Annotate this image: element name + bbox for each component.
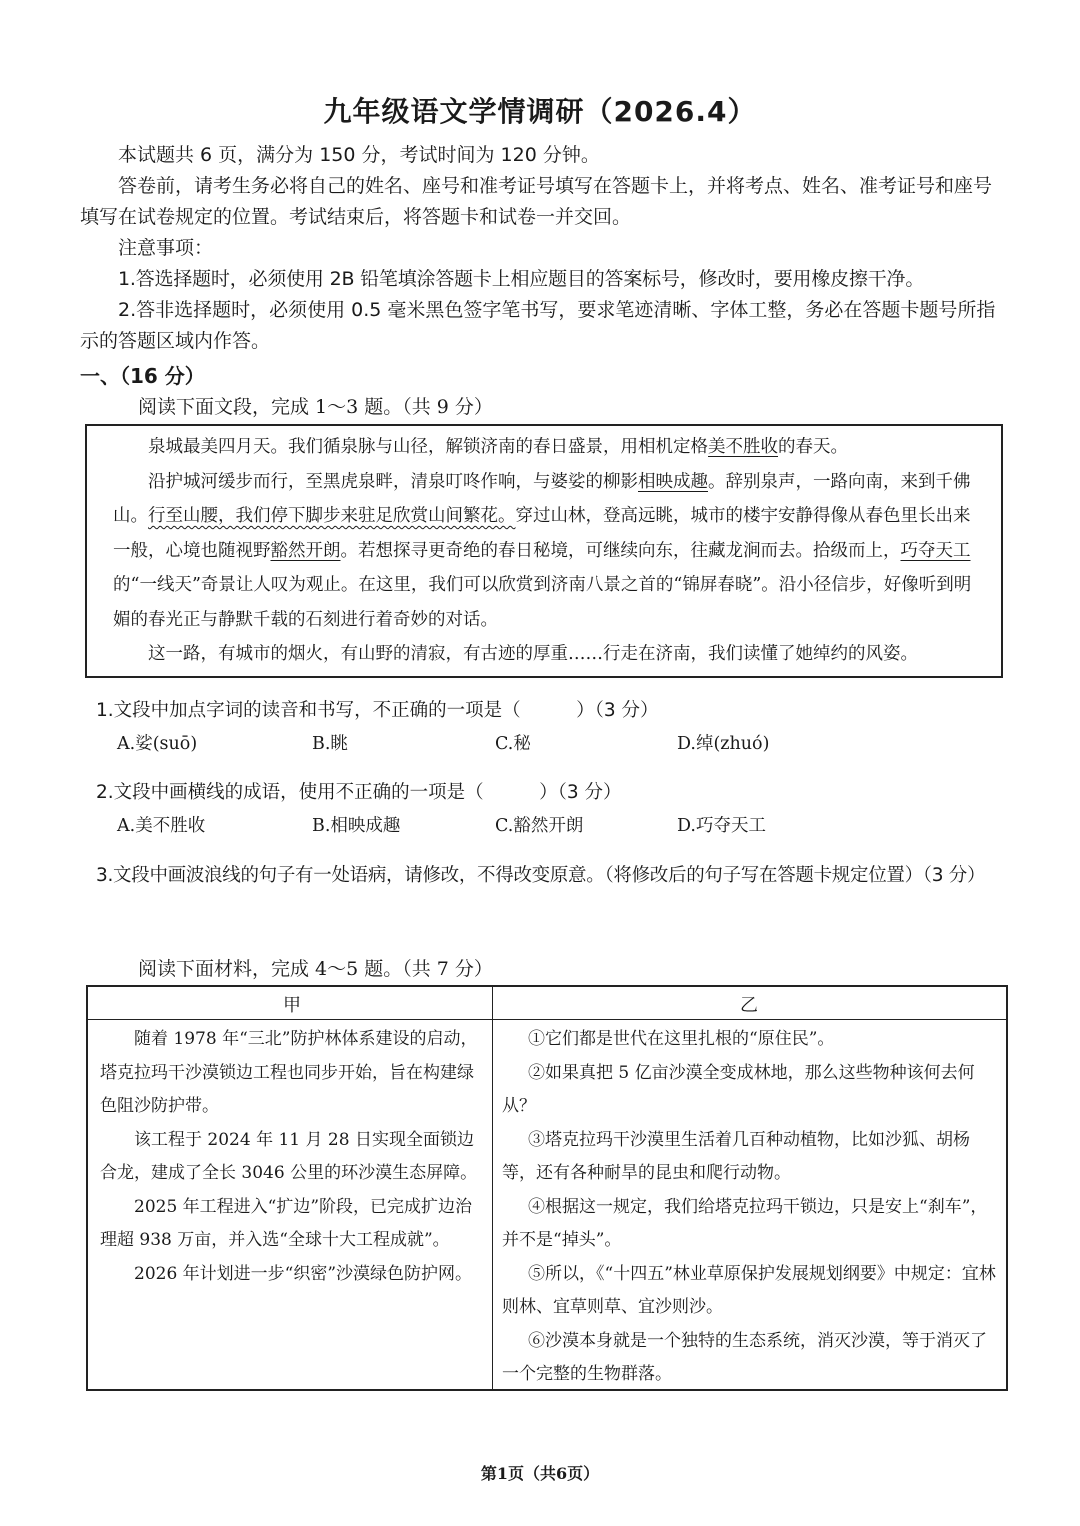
notice-heading: 注意事项：: [118, 237, 214, 259]
reading-lead-2: 阅读下面材料，完成 4～5 题。（共 7 分）: [138, 958, 493, 980]
question-1: 1.文段中加点字词的读音和书写，不正确的一项是（ ）（3 分）: [96, 700, 659, 721]
intro-line: 本试题共 6 页，满分为 150 分，考试时间为 120 分钟。: [118, 144, 600, 166]
header-yi: 乙: [740, 995, 758, 1016]
underlined-idiom: 巧夺天工: [900, 540, 971, 561]
yi-sentence: ⑥沙漠本身就是一个独特的生态系统，消灭沙漠，等于消灭了一个完整的生物群落。: [502, 1330, 987, 1384]
section-heading: 一、（16 分）: [80, 364, 205, 388]
page-number: 第1页（共6页）: [480, 1464, 600, 1483]
passage-paragraph: 这一路，有城市的烟火，有山野的清寂，有古迹的厚重……行走在济南，我们读懂了她绰约的风姿。: [148, 644, 918, 664]
wavy-underlined-sentence: 行至山腰，我们停下脚步来驻足欣赏山间繁花。: [148, 506, 516, 526]
option-b[interactable]: B.相映成趣: [312, 816, 401, 836]
option-c[interactable]: C.秘: [495, 734, 531, 754]
option-a[interactable]: A.娑(suō): [117, 734, 198, 754]
jia-paragraph: 2025 年工程进入“扩边”阶段，已完成扩边治理超 938 万亩，并入选“全球十大工程成就”。: [100, 1196, 473, 1250]
underlined-idiom: 美不胜收: [708, 437, 778, 457]
jia-paragraph: 随着 1978 年“三北”防护林体系建设的启动，塔克拉玛干沙漠锁边工程也同步开始，旨在构建绿色阻沙防护带。: [100, 1029, 478, 1116]
column-jia: [100, 1023, 484, 1291]
jia-paragraph: 2026 年计划进一步“织密”沙漠绿色防护网。: [134, 1263, 473, 1284]
question-3: 3.文段中画波浪线的句子有一处语病，请修改，不得改变原意。（将修改后的句子写在答题卡规定位置）（3 分）: [96, 865, 986, 886]
header-jia: 甲: [283, 995, 301, 1016]
passage-paragraph: 泉城最美四月天。我们循泉脉与山径，解锁济南的春日盛景，用相机定格美不胜收的春天。: [148, 437, 848, 457]
yi-sentence: ②如果真把 5 亿亩沙漠全变成林地，那么这些物种该何去何从？: [502, 1062, 975, 1116]
notice-item-2: 2.答非选择题时，必须使用 0.5 毫米黑色签字笔书写，要求笔迹清晰、字体工整，务必在答题卡题号所指示的答题区域内作答。: [80, 299, 996, 352]
yi-sentence: ①它们都是世代在这里扎根的“原住民”。: [528, 1029, 835, 1049]
yi-sentence: ⑤所以，《“十四五”林业草原保护发展规划纲要》中规定：宜林则林、宜草则草、宜沙则沙。: [502, 1263, 996, 1317]
jia-paragraph: 该工程于 2024 年 11 月 28 日实现全面锁边合龙，建成了全长 3046 公里的环沙漠生态屏障。: [100, 1129, 478, 1183]
yi-sentence: ③塔克拉玛干沙漠里生活着几百种动植物，比如沙狐、胡杨等，还有各种耐旱的昆虫和爬行动物。: [502, 1129, 970, 1183]
reading-passage: [85, 424, 1003, 678]
option-d[interactable]: D.绰(zhuó): [677, 734, 770, 754]
column-divider: [492, 987, 493, 1389]
option-c[interactable]: C.豁然开朗: [495, 816, 584, 836]
underlined-idiom: 相映成趣: [638, 471, 708, 492]
question-2-options: [117, 812, 997, 838]
notice-item-1: 1.答选择题时，必须使用 2B 铅笔填涂答题卡上相应题目的答案标号，修改时，要用橡皮擦干净。: [118, 268, 925, 290]
material-table: [86, 985, 1008, 1391]
underlined-idiom: 豁然开朗: [270, 540, 341, 561]
page-title: 九年级语文学情调研（2026.4）: [323, 95, 757, 128]
column-yi: [502, 1023, 1002, 1392]
yi-sentence: ④根据这一规定，我们给塔克拉玛干锁边，只是安上“刹车”，并不是“掉头”。: [502, 1196, 988, 1250]
passage-paragraph: 沿护城河缓步而行，至黑虎泉畔，清泉叮咚作响，与婆娑的柳影相映成趣。辞别泉声，一路向南，来到千佛山。行至山腰，我们停下脚步来驻足欣赏山间繁花。穿过山林，登高远眺，城市的楼宇安静得像从春色里长出来一般，心境也随视野豁然开朗。若想探寻更奇绝的春日秘境，可继续向东，往藏龙涧而去。拾级而上，巧夺天工的“一线天”奇景让人叹为观止。在这里，我们可以欣赏到济南八景之首的“锦屏春晓”。沿小径信步，好像听到明媚的春光正与静默千载的石刻进行着奇妙的对话。: [113, 471, 972, 630]
table-header: [88, 987, 1006, 1020]
intro-instructions: 答卷前，请考生务必将自己的姓名、座号和准考证号填写在答题卡上，并将考点、姓名、准考证号和座号填写在试卷规定的位置。考试结束后，将答题卡和试卷一并交回。: [80, 175, 993, 228]
question-1-options: [117, 730, 997, 756]
question-2: 2.文段中画横线的成语，使用不正确的一项是（ ）（3 分）: [96, 782, 622, 803]
option-b[interactable]: B.眺: [312, 734, 348, 754]
option-d[interactable]: D.巧夺天工: [677, 816, 766, 836]
reading-lead-1: 阅读下面文段，完成 1～3 题。（共 9 分）: [138, 396, 493, 418]
option-a[interactable]: A.美不胜收: [117, 816, 206, 836]
